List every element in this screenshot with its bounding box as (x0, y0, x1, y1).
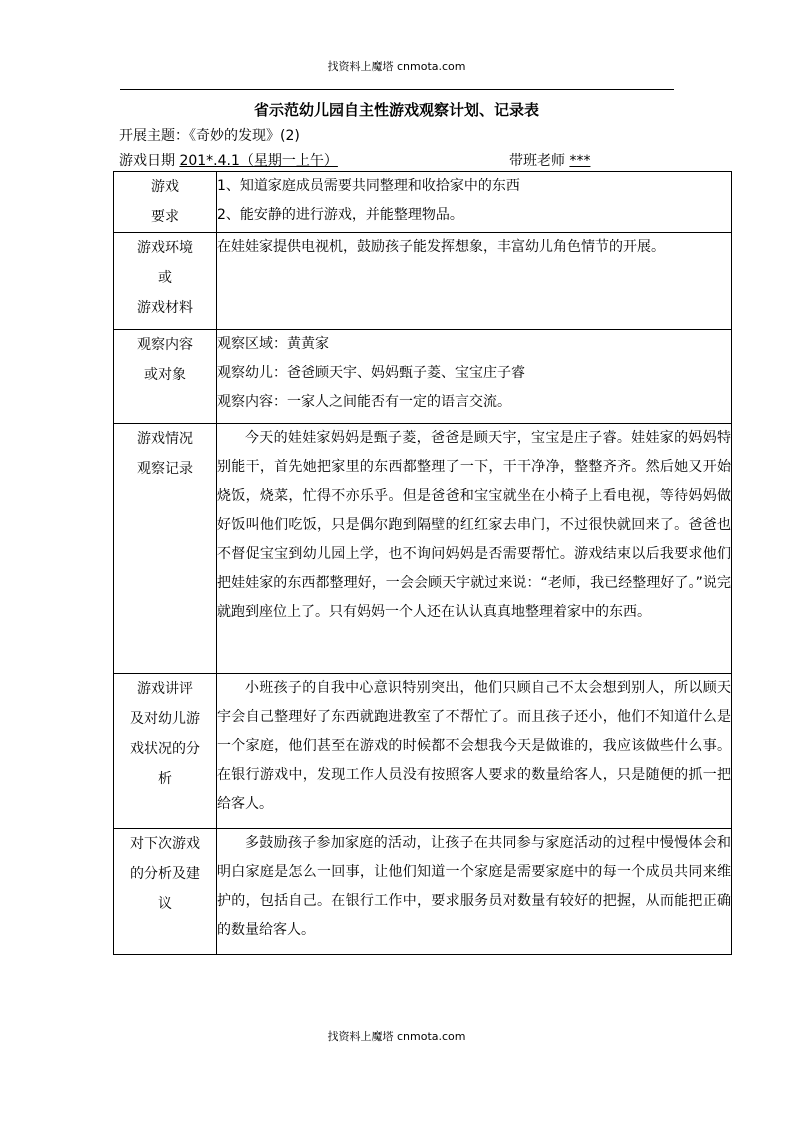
row-content-observation-record: 今天的娃娃家妈妈是甄子菱，爸爸是顾天宇，宝宝是庄子睿。娃娃家的妈妈特别能干，首先她把家里的东西都整理了一下，干干净净，整整齐齐。然后她又开始烧饭，烧菜，忙得不亦乐乎。但是爸爸和宝宝就坐在小椅子上看电视，等待妈妈做好饭叫他们吃饭，只是偶尔跑到隔壁的红红家去串门，不过很快就回来了。爸爸也不督促宝宝到幼儿园上学，也不询问妈妈是否需要帮忙。游戏结束以后我要求他们把娃娃家的东西都整理好，一会会顾天宇就过来说：“老师，我已经整理好了。”说完就跑到座位上了。只有妈妈一个人还在认认真真地整理着家中的东西。 (217, 424, 732, 674)
table-row-observation-record (114, 424, 732, 674)
row-content-next-suggestions: 多鼓励孩子参加家庭的活动，让孩子在共同参与家庭活动的过程中慢慢体会和明白家庭是怎么一回事，让他们知道一个家庭是需要家庭中的每一个成员共同来维护的，包括自己。在银行工作中，要求服务员对数量有较好的把握，从而能把正确的数量给客人。 (217, 829, 732, 955)
row-content-environment-materials: 在娃娃家提供电视机，鼓励孩子能发挥想象，丰富幼儿角色情节的开展。 (217, 233, 732, 330)
observation-record-table (113, 171, 732, 955)
table-row-environment-materials (114, 233, 732, 330)
table-row-game-review (114, 674, 732, 829)
table-row-game-requirements (114, 172, 732, 233)
theme-line (119, 125, 300, 145)
document-title: 省示范幼儿园自主性游戏观察计划、记录表 (253, 101, 539, 119)
table-row-next-suggestions (114, 829, 732, 955)
row-content-game-review: 小班孩子的自我中心意识特别突出，他们只顾自己不太会想到别人，所以顾天宇会自己整理好了东西就跑进教室了不帮忙了。而且孩子还小，他们不知道什么是一个家庭，他们甚至在游戏的时候都不会想我今天是做谁的，我应该做些什么事。在银行游戏中，发现工作人员没有按照客人要求的数量给客人，只是随便的抓一把给客人。 (217, 674, 732, 829)
row-label-observation-target: 观察内容 或对象 (114, 330, 217, 424)
date-line (119, 150, 729, 170)
header-divider (120, 89, 674, 90)
row-label-environment-materials: 游戏环境 或 游戏材料 (114, 233, 217, 330)
row-label-game-requirements: 游戏 要求 (114, 172, 217, 233)
footer-site-text: 找资料上魔塔 cnmota.com (327, 1030, 466, 1043)
teacher-value: *** (569, 153, 591, 169)
date-label: 游戏日期 (119, 153, 175, 169)
theme-label: 开展主题： (119, 128, 189, 144)
teacher-label: 带班老师 (509, 153, 565, 169)
row-label-observation-record: 游戏情况 观察记录 (114, 424, 217, 674)
header-site-text: 找资料上魔塔 cnmota.com (327, 60, 466, 73)
row-label-next-suggestions: 对下次游戏 的分析及建 议 (114, 829, 217, 955)
row-label-game-review: 游戏讲评 及对幼儿游 戏状况的分 析 (114, 674, 217, 829)
teacher-field (509, 150, 590, 170)
row-content-observation-target: 观察区域：黄黄家 观察幼儿：爸爸顾天宇、妈妈甄子菱、宝宝庄子睿 观察内容：一家人之间能否有一定的语言交流。 (217, 330, 732, 424)
table-row-observation-target (114, 330, 732, 424)
row-content-game-requirements: 1、知道家庭成员需要共同整理和收拾家中的东西 2、能安静的进行游戏，并能整理物品。 (217, 172, 732, 233)
date-value: 201*.4.1（星期一上午） (179, 153, 338, 169)
theme-value: 《奇妙的发现》(2) (189, 128, 300, 144)
